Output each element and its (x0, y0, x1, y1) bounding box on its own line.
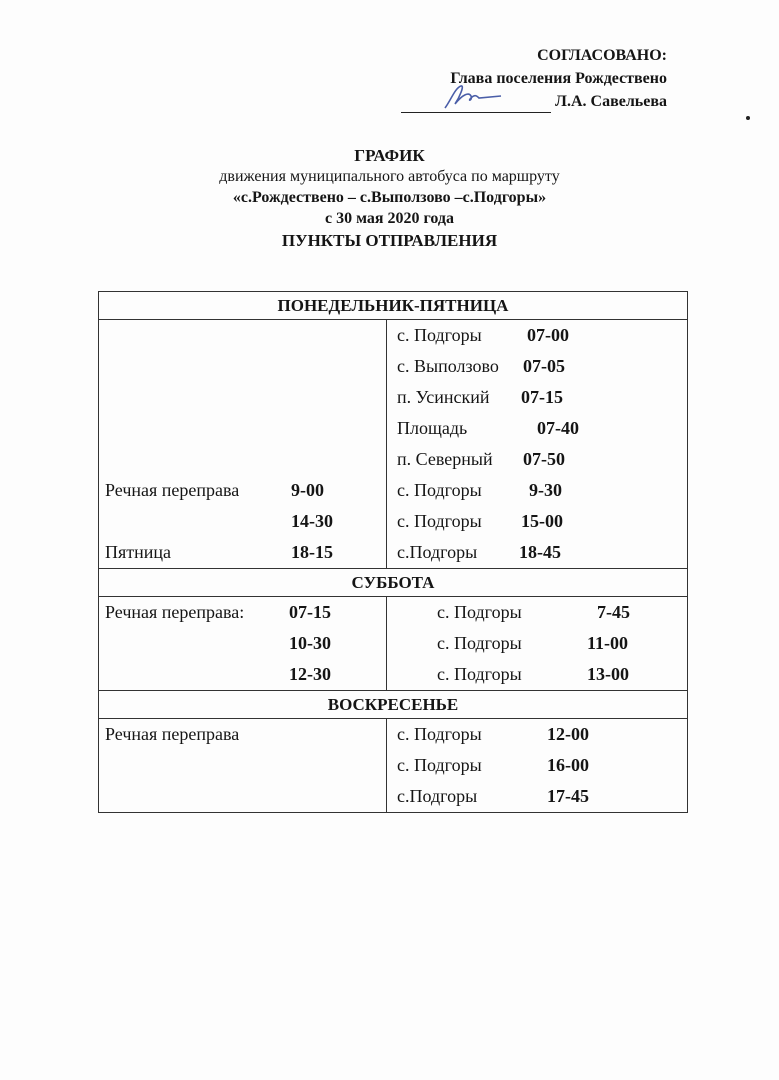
list-item (387, 506, 687, 537)
stop-time: 07-00 (527, 325, 569, 345)
weekdays-header-row (99, 292, 688, 320)
list-item (99, 475, 386, 506)
stop-time: 15-00 (521, 511, 563, 531)
signature-line (401, 92, 551, 113)
list-item (387, 351, 687, 382)
stop-name: с. Подгоры (437, 633, 522, 653)
approval-label: СОГЛАСОВАНО: (537, 47, 667, 64)
list-item (99, 719, 386, 750)
stop-time: 9-30 (529, 480, 562, 500)
stop-name: с. Подгоры (397, 511, 482, 531)
departure-time: 18-15 (291, 542, 333, 562)
schedule-table (98, 291, 688, 813)
departure-label: Пятница (105, 542, 172, 562)
stop-time: 07-50 (523, 449, 565, 469)
stop-time: 11-00 (587, 633, 629, 653)
list-item (387, 719, 687, 750)
list-item (99, 537, 386, 568)
page-subtitle: движения муниципального автобуса по маршруту (219, 168, 560, 185)
route-name: «с.Рождествено – с.Выползово –с.Подгоры» (232, 189, 547, 206)
stop-name: с.Подгоры (397, 542, 478, 562)
list-item (99, 597, 386, 628)
approval-block (401, 44, 667, 113)
saturday-title: СУББОТА (99, 569, 688, 597)
stop-time: 07-05 (523, 356, 565, 376)
sunday-header-row (99, 691, 688, 719)
saturday-left-cell (99, 597, 387, 691)
stop-time: 12-00 (547, 724, 589, 744)
sunday-row (99, 719, 688, 813)
stop-time: 16-00 (547, 755, 589, 775)
stop-name: с. Подгоры (397, 325, 482, 345)
handwritten-signature (441, 82, 511, 112)
approval-name: Л.А. Савельева (555, 93, 667, 110)
departure-time: 14-30 (291, 511, 333, 531)
departure-label: Речная переправа (105, 480, 240, 500)
saturday-row (99, 597, 688, 691)
list-item (387, 413, 687, 444)
stop-time: 07-15 (521, 387, 563, 407)
approval-position: Глава поселения Рождествено (450, 70, 667, 87)
list-item (387, 659, 687, 690)
departure-time: 12-30 (289, 664, 331, 684)
list-item (99, 628, 386, 659)
list-item (387, 597, 687, 628)
stop-name: с. Подгоры (437, 664, 522, 684)
departure-time: 9-00 (291, 480, 324, 500)
stop-name: с.Подгоры (397, 786, 478, 806)
stop-time: 18-45 (519, 542, 561, 562)
stop-time: 13-00 (587, 664, 629, 684)
stop-name: п. Усинский (397, 387, 490, 407)
stop-name: с. Подгоры (437, 602, 522, 622)
stop-time: 7-45 (597, 602, 630, 622)
stop-time: 17-45 (547, 786, 589, 806)
stop-time: 07-40 (537, 418, 579, 438)
list-item (387, 320, 687, 351)
saturday-right-cell (387, 597, 688, 691)
stop-name: с. Выползово (397, 356, 499, 376)
departure-time: 10-30 (289, 633, 331, 653)
weekdays-row (99, 320, 688, 569)
list-item (387, 382, 687, 413)
saturday-header-row (99, 569, 688, 597)
stop-name: п. Северный (397, 449, 493, 469)
sunday-right-cell (387, 719, 688, 813)
list-item (387, 475, 687, 506)
list-item (387, 750, 687, 781)
departure-time: 07-15 (289, 602, 331, 622)
list-item (387, 444, 687, 475)
list-item (387, 537, 687, 568)
stop-name: с. Подгоры (397, 724, 482, 744)
weekdays-title: ПОНЕДЕЛЬНИК-ПЯТНИЦА (99, 292, 688, 320)
list-item (387, 781, 687, 812)
weekdays-left-cell (99, 320, 387, 569)
stop-name: с. Подгоры (397, 480, 482, 500)
section-title: ПУНКТЫ ОТПРАВЛЕНИЯ (281, 231, 498, 250)
list-item (387, 628, 687, 659)
effective-date: с 30 мая 2020 года (324, 210, 455, 227)
approval-signature-row (401, 90, 667, 113)
sunday-title: ВОСКРЕСЕНЬЕ (99, 691, 688, 719)
stop-name: Площадь (397, 418, 468, 438)
stray-dot (746, 116, 750, 120)
stop-name: с. Подгоры (397, 755, 482, 775)
departure-label: Речная переправа: (105, 602, 245, 622)
list-item (99, 506, 386, 537)
list-item (99, 659, 386, 690)
sunday-left-cell (99, 719, 387, 813)
page-title: ГРАФИК (354, 146, 425, 165)
weekdays-right-cell (387, 320, 688, 569)
departure-label: Речная переправа (105, 724, 240, 744)
document-header (0, 145, 779, 251)
